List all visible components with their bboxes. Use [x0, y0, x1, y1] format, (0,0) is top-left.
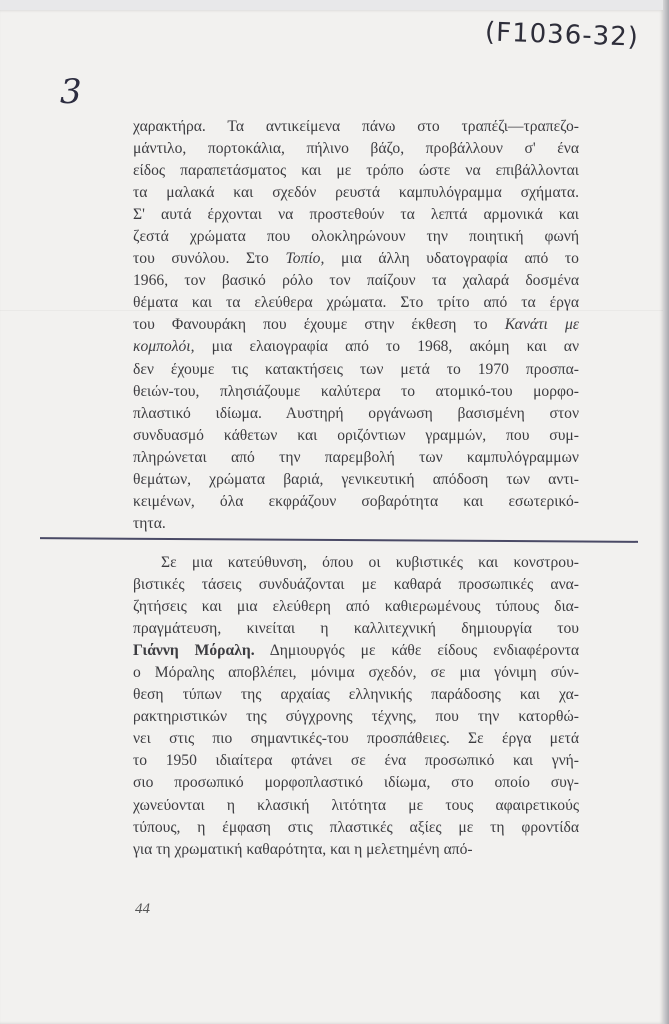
text-line: το 1950 ιδιαίτερα φτάνει σε ένα προσωπικό και γνή-	[133, 752, 579, 770]
text-line: θειών-του, πλησιάζουμε καλύτερα το ατομικό-του μορφο-	[133, 382, 579, 400]
text-line: τύπους, η έμφαση στις πλαστικές αξίες με τη φροντίδα	[133, 818, 579, 836]
text-line: Γιάννη Μόραλη. Δημιουργός με κάθε είδους ενδιαφέροντα	[133, 642, 580, 660]
text-line: τητα.	[133, 514, 166, 532]
text-line: βιστικές τάσεις συνδυάζονται με καθαρά προσωπικές ανα-	[133, 576, 579, 594]
text-line: θεση τύπων της αρχαίας ελληνικής παράδοσης και χα-	[133, 686, 579, 704]
text-line: ο Μόραλης αποβλέπει, μόνιμα σχεδόν, σε μια γόνιμη σύν-	[133, 664, 579, 682]
text-line: του συνόλου. Στο Τοπίο, μια άλλη υδατογραφία από το	[133, 250, 579, 268]
text-line: ζεστά χρώματα που ολοκληρώνουν την ποιητική φωνή	[133, 228, 579, 246]
text-line: Σ' αυτά έρχονται να προστεθούν τα λεπτά αρμονικά και	[133, 206, 579, 224]
text-line: δεν έχουμε τις κατακτήσεις των μετά το 1970 προσπα-	[133, 360, 579, 378]
page-number: 44	[135, 901, 150, 917]
archive-code-annotation: (F1036-32)	[484, 17, 640, 53]
text-line: νει στις πιο σημαντικές-του προσπάθειες. Σε έργα μετά	[133, 730, 579, 748]
text-line: του Φανουράκη που έχουμε στην έκθεση το Κανάτι με	[133, 316, 580, 334]
text-line: για τη χρωματική καθαρότητα, και η μελετημένη από-	[133, 840, 473, 858]
text-line: χαρακτήρα. Τα αντικείμενα πάνω στο τραπέζι—τραπεζο-	[133, 118, 579, 135]
text-line: ρακτηριστικών της σύγχρονης τέχνης, που την κατορθώ-	[133, 708, 579, 726]
text-line: ζητήσεις και μια ελεύθερη από καθιερωμένους τύπους δια-	[133, 598, 579, 616]
handwritten-page-mark: 3	[60, 72, 82, 112]
paragraph-2	[133, 552, 579, 861]
text-line: σιο προσωπικό μορφοπλαστικό ιδίωμα, στο οποίο συγ-	[133, 774, 579, 792]
text-line: πραγμάτευση, κινείται η καλλιτεχνική δημιουργία του	[133, 620, 579, 638]
text-line: κειμένων, όλα εκφράζουν σοβαρότητα και εσωτερικό-	[133, 492, 579, 510]
paragraph-1	[133, 116, 579, 535]
text-line: πλαστικό ιδίωμα. Αυστηρή οργάνωση βασισμένη στον	[133, 404, 579, 422]
text-line: θεμάτων, χρώματα βαριά, γενικευτική απόδοση των αντι-	[133, 470, 579, 488]
text-line: 1966, τον βασικό ρόλο τον παίζουν τα χαλαρά δοσμένα	[133, 272, 579, 290]
text-line: είδος παραπετάσματος και με τρόπο ώστε να επιβάλλονται	[133, 162, 579, 180]
text-line: μάντιλο, πορτοκάλια, πήλινο βάζο, προβάλλουν σ' ένα	[133, 140, 579, 158]
text-line: χωνεύονται η κλασική λιτότητα με τους αφαιρετικούς	[133, 796, 579, 814]
text-line: συνδυασμό κάθετων και οριζόντιων γραμμών, που συμ-	[133, 426, 579, 444]
page-edge-shadow	[663, 0, 669, 1024]
text-line: πληρώνεται από την παρεμβολή των καμπυλόγραμμων	[133, 448, 579, 466]
text-line: κομπολόι, μια ελαιογραφία από το 1968, ακόμη και αν	[133, 338, 579, 356]
text-line: τα μαλακά και σχεδόν ρευστά καμπυλόγραμμα σχήματα.	[133, 184, 579, 202]
text-line: θέματα και τα ελεύθερα χρώματα. Στο τρίτο από τα έργα	[133, 294, 579, 312]
text-line: Σε μια κατεύθυνση, όπου οι κυβιστικές και κονστρου-	[161, 554, 579, 571]
